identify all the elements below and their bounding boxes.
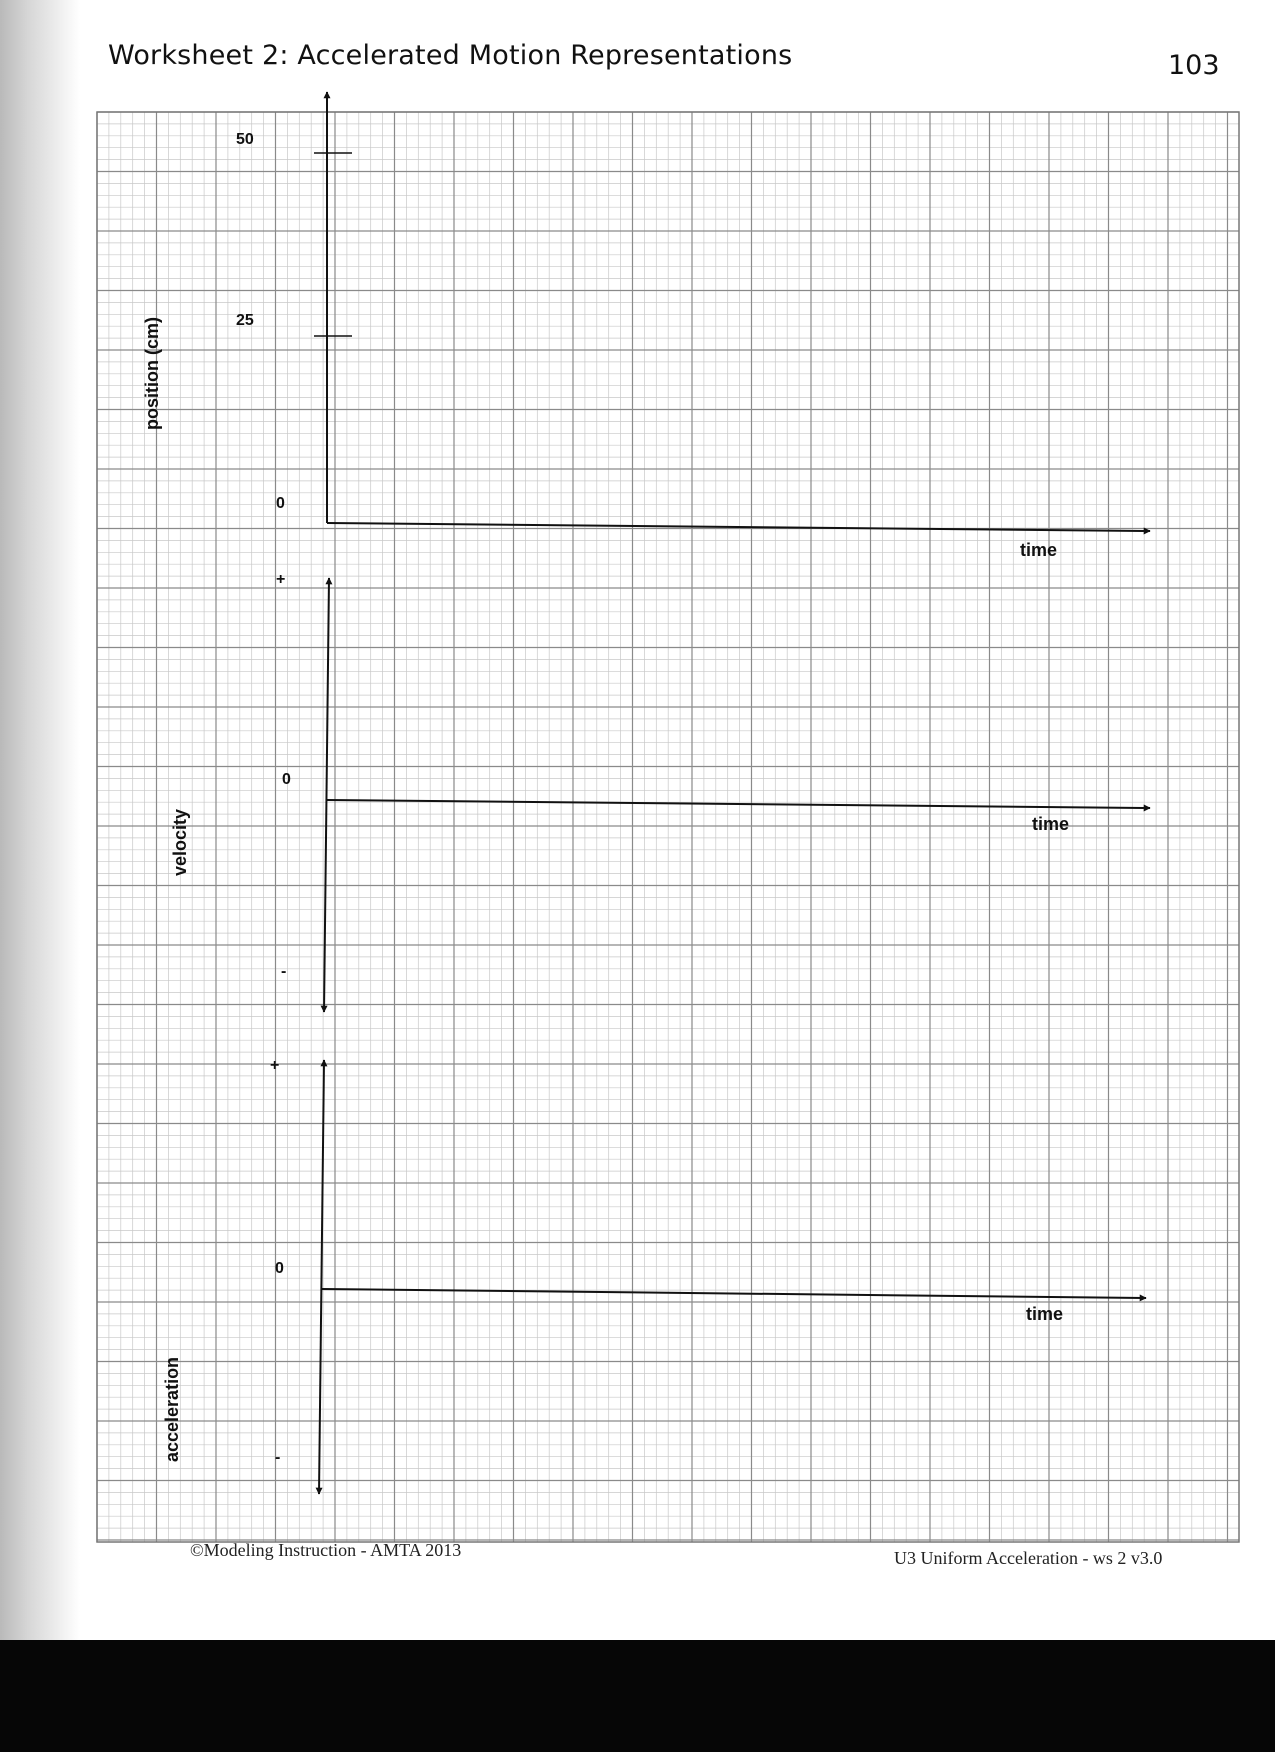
footer-copyright: ©Modeling Instruction - AMTA 2013 [190,1540,462,1560]
scan-bottom-band [0,1640,1275,1752]
tick-label-position-zero: 0 [276,495,285,512]
velocity-axis-label: velocity [170,808,190,876]
velocity-graph [170,571,1150,1012]
page-number: 103 [1168,50,1220,81]
tick-label-25: 25 [236,312,254,329]
tick-label-velocity-minus: - [281,963,287,980]
velocity-y-axis [324,578,329,1012]
tick-label-velocity-plus: + [276,571,286,588]
acceleration-time-label: time [1026,1304,1064,1324]
tick-label-acceleration-plus: + [270,1057,280,1074]
velocity-time-label: time [1032,814,1070,834]
position-time-label: time [1020,540,1058,560]
tick-label-velocity-zero: 0 [282,771,291,788]
tick-label-acceleration-minus: - [275,1449,281,1466]
tick-label-50: 50 [236,131,254,148]
position-axis-label: position (cm) [142,317,162,430]
acceleration-graph [162,1057,1146,1494]
page-title: Worksheet 2: Accelerated Motion Representations [108,40,793,71]
velocity-time-axis [327,800,1150,808]
acceleration-axis-label: acceleration [162,1356,182,1462]
position-time-axis [327,523,1150,531]
tick-label-acceleration-zero: 0 [275,1260,284,1277]
footer-worksheet-id: U3 Uniform Acceleration - ws 2 v3.0 [894,1548,1163,1568]
